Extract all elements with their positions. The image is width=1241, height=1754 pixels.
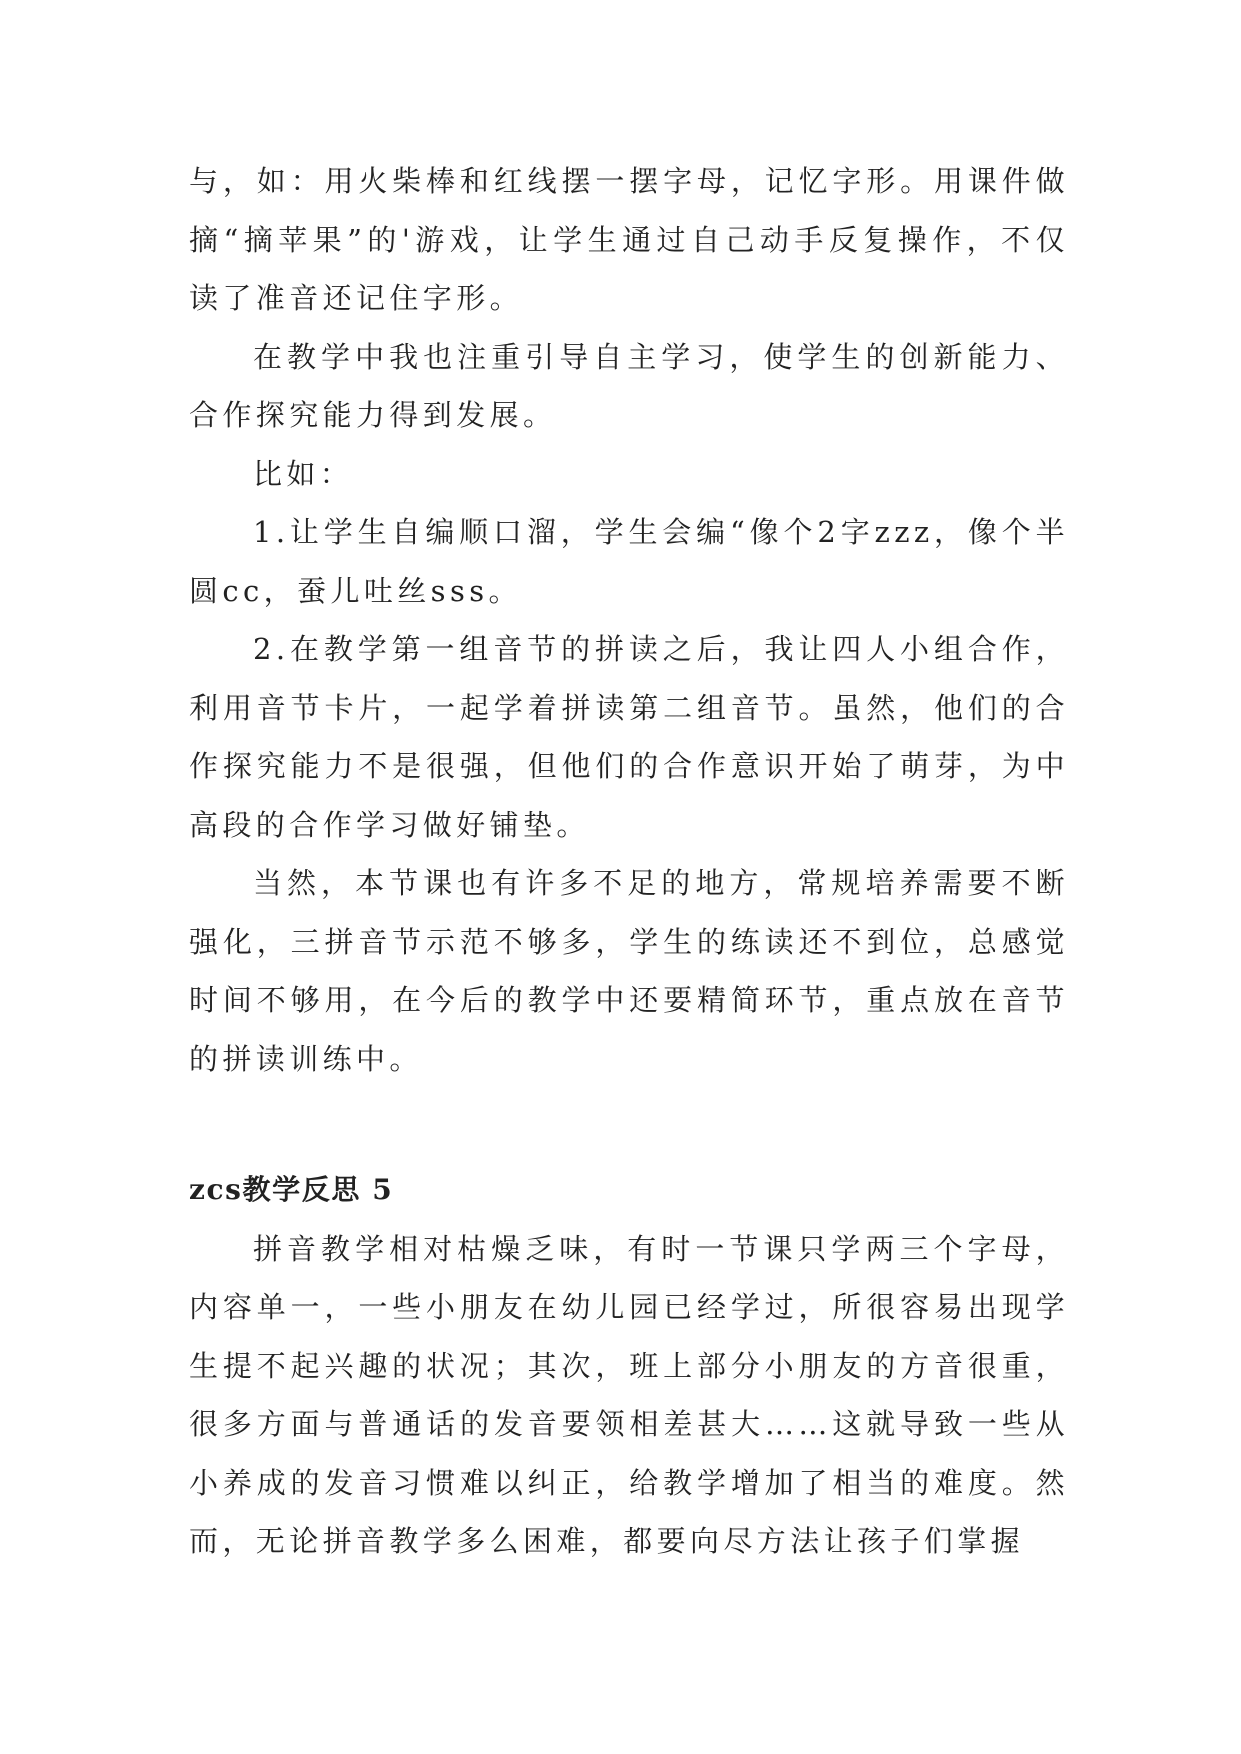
section-heading: zcs教学反思 5	[189, 1173, 394, 1206]
list-item-1: 1.让学生自编顺口溜，学生会编“像个2字zzz，像个半圆cc，蚕儿吐丝sss。	[189, 515, 1069, 608]
paragraph-shortcomings: 当然，本节课也有许多不足的地方，常规培养需要不断强化，三拼音节示范不够多，学生的练读还不到位，总感觉时间不够用，在今后的教学中还要精简环节，重点放在音节的拼读训练中。	[189, 866, 1069, 1076]
paragraph-for-example: 比如：	[253, 456, 354, 491]
list-item-2: 2.在教学第一组音节的拼读之后，我让四人小组合作，利用音节卡片，一起学着拼读第二组音节。虽然，他们的合作探究能力不是很强，但他们的合作意识开始了萌芽，为中高段的合作学习做好铺垫。	[189, 632, 1069, 842]
section-paragraph: 拼音教学相对枯燥乏味，有时一节课只学两三个字母，内容单一，一些小朋友在幼儿园已经学过，所很容易出现学生提不起兴趣的状况；其次，班上部分小朋友的方音很重，很多方面与普通话的发音要领相差甚大……这就导致一些从小养成的发音习惯难以纠正，给教学增加了相当的难度。然而，无论拼音教学多么困难，都要向尽方法让孩子们掌握	[189, 1231, 1069, 1558]
paragraph-continuation: 与，如：用火柴棒和红线摆一摆字母，记忆字形。用课件做摘“摘苹果”的'游戏，让学生通过自己动手反复操作，不仅读了准音还记住字形。	[189, 164, 1069, 315]
paragraph-autonomous-learning: 在教学中我也注重引导自主学习，使学生的创新能力、合作探究能力得到发展。	[189, 339, 1069, 432]
document-body	[189, 152, 1069, 1571]
